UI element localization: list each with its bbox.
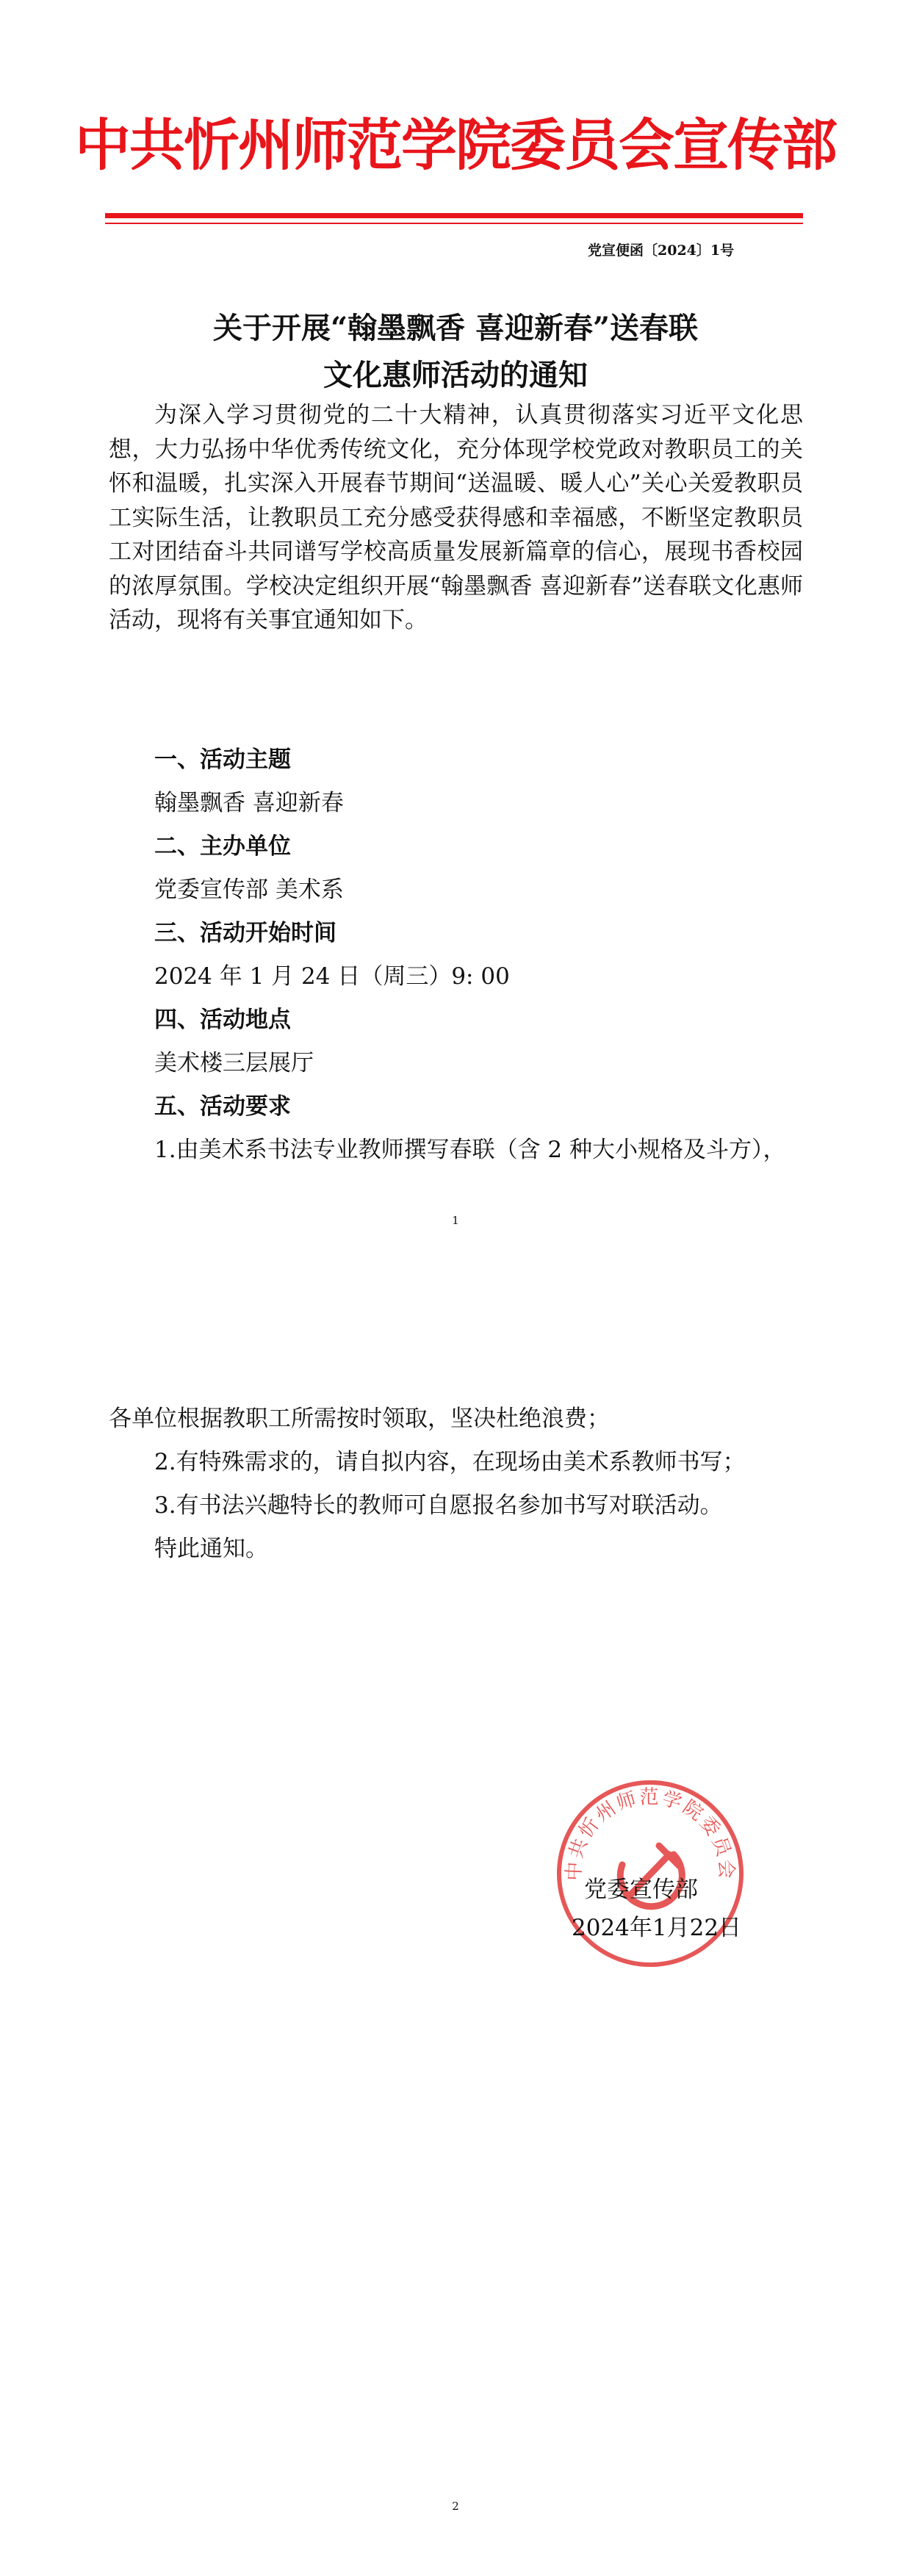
requirement-2: 2.有特殊需求的，请自拟内容，在现场由美术系教师书写；: [154, 1449, 746, 1475]
seal-text: 中共忻州师范学院委员会: [563, 1786, 738, 1882]
section-heading-start-time: 三、活动开始时间: [154, 920, 336, 946]
svg-text:中共忻州师范学院委员会: [563, 1787, 737, 1882]
doc-number: 党宣便函〔2024〕1号: [588, 242, 735, 259]
requirement-1-continuation: 各单位根据教职工所需按时领取，坚决杜绝浪费；: [109, 1406, 610, 1432]
section-heading-location: 四、活动地点: [154, 1007, 291, 1033]
notice-title-line-1: 关于开展“翰墨飘香 喜迎新春”送春联: [213, 311, 698, 345]
signature-date: 2024年1月22日: [572, 1915, 742, 1941]
intro-paragraph: 为深入学习贯彻党的二十大精神，认真贯彻落实习近平文化思想，大力弘扬中华优秀传统文化，充分体现学校党政对教职员工的关怀和温暖，扎实深入开展春节期间“送温暖、暖人心”关心关爱教职员工实际生活，让教职员工充分感受获得感和幸福感，不断坚定教职员工对团结奋斗共同谱写学校高质量发展新篇章的信心，展现书香校园的浓厚氛围。学校决定组织开展“翰墨飘香 喜迎新春”送春联文化惠师活动，现将有关事宜通知如下。: [109, 402, 803, 633]
section-content-location: 美术楼三层展厅: [154, 1050, 314, 1076]
section-content-theme: 翰墨飘香 喜迎新春: [154, 790, 344, 816]
section-content-organizer: 党委宣传部 美术系: [154, 877, 344, 903]
section-heading-organizer: 二、主办单位: [154, 833, 291, 860]
section-heading-theme: 一、活动主题: [154, 746, 291, 773]
notice-title-line-2: 文化惠师活动的通知: [323, 358, 588, 392]
org-title: 中共忻州师范学院委员会宣传部: [75, 112, 836, 178]
closing-remark: 特此通知。: [154, 1536, 268, 1562]
page-number-1: 1: [452, 1214, 459, 1227]
signature-department: 党委宣传部: [584, 1877, 698, 1903]
header-rule-thin: [105, 223, 803, 224]
requirement-1: 1.由美术系书法专业教师撰写春联（含 2 种大小规格及斗方），: [154, 1137, 786, 1163]
header-rule-thick: [105, 213, 803, 218]
section-content-start-time: 2024 年 1 月 24 日（周三）9: 00: [154, 963, 510, 990]
section-heading-requirements: 五、活动要求: [154, 1093, 291, 1120]
requirement-3: 3.有书法兴趣特长的教师可自愿报名参加书写对联活动。: [154, 1492, 723, 1519]
page-number-2: 2: [452, 2500, 459, 2513]
